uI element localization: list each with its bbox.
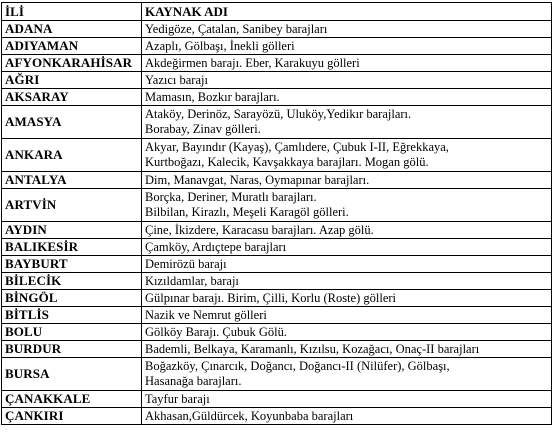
source-line: Ataköy, Derinöz, Sarayözü, Uluköy,Yedikır barajları. <box>145 107 412 121</box>
header-il: İLİ <box>2 3 142 21</box>
table-row <box>2 324 552 341</box>
source-cell <box>142 55 552 72</box>
province-cell: BOLU <box>2 324 142 341</box>
source-line: Demirözü barajı <box>145 256 227 271</box>
source-cell <box>142 391 552 408</box>
table-row <box>2 391 552 408</box>
source-cell <box>142 89 552 106</box>
table-row <box>2 106 552 139</box>
table-row <box>2 38 552 55</box>
source-cell <box>142 172 552 189</box>
province-cell: ADIYAMAN <box>2 38 142 55</box>
table-row <box>2 307 552 324</box>
table-row <box>2 139 552 172</box>
table-row <box>2 358 552 391</box>
source-cell <box>142 307 552 324</box>
table-row <box>2 408 552 425</box>
table-row <box>2 89 552 106</box>
province-cell: ANKARA <box>2 139 142 172</box>
source-line: Bademli, Belkaya, Karamanlı, Kızılsu, Kozağacı, Onaç-II barajları <box>145 341 480 356</box>
source-cell <box>142 358 552 391</box>
province-cell: AĞRI <box>2 72 142 89</box>
province-cell: ANTALYA <box>2 172 142 189</box>
source-line: Mamasın, Bozkır barajları. <box>145 89 280 104</box>
source-line: Yedigöze, Çatalan, Sanibey barajları <box>145 21 328 36</box>
source-line: Hasanağa barajları. <box>145 374 242 388</box>
source-line: Nazik ve Nemrut gölleri <box>145 307 267 322</box>
source-line: Çine, İkizdere, Karacasu barajları. Azap gölü. <box>145 222 374 237</box>
province-cell: BİLECİK <box>2 273 142 290</box>
source-cell <box>142 324 552 341</box>
province-cell: BURDUR <box>2 341 142 358</box>
source-cell <box>142 38 552 55</box>
source-line: Gölköy Barajı. Çubuk Gölü. <box>145 324 288 339</box>
source-cell <box>142 21 552 38</box>
source-line: Gülpınar barajı. Birim, Çilli, Korlu (Roste) gölleri <box>145 290 397 305</box>
table-row <box>2 256 552 273</box>
table-row <box>2 189 552 222</box>
province-cell: AYDIN <box>2 222 142 239</box>
source-line: Boğazköy, Çınarcık, Doğancı, Doğancı-II (Nilüfer), Gölbaşı, <box>145 359 450 373</box>
table-row <box>2 341 552 358</box>
source-line: Borabay, Zinav gölleri. <box>145 122 261 136</box>
province-cell: ARTVİN <box>2 189 142 222</box>
source-cell <box>142 408 552 425</box>
province-cell: ÇANAKKALE <box>2 391 142 408</box>
reservoir-table <box>1 2 552 425</box>
table-row <box>2 239 552 256</box>
source-line: Kızıldamlar, barajı <box>145 273 239 288</box>
header-kaynak: KAYNAK ADI <box>142 3 552 21</box>
source-cell <box>142 72 552 89</box>
table-header-row <box>2 3 552 21</box>
province-cell: AFYONKARAHİSAR <box>2 55 142 72</box>
source-cell <box>142 139 552 172</box>
source-line: Bilbilan, Kirazlı, Meşeli Karagöl gölleri. <box>145 205 349 219</box>
province-cell: AKSARAY <box>2 89 142 106</box>
province-cell: BİNGÖL <box>2 290 142 307</box>
source-line: Azaplı, Gölbaşı, İnekli gölleri <box>145 38 295 53</box>
table-row <box>2 172 552 189</box>
province-cell: ADANA <box>2 21 142 38</box>
table-row <box>2 290 552 307</box>
source-line: Kurtboğazı, Kalecik, Kavşakkaya barajları. Mogan gölü. <box>145 155 429 169</box>
source-line: Akdeğirmen barajı. Eber, Karakuyu gölleri <box>145 55 360 70</box>
province-cell: ÇANKIRI <box>2 408 142 425</box>
source-line: Yazıcı barajı <box>145 72 208 87</box>
source-line: Dim, Manavgat, Naras, Oymapınar barajları. <box>145 172 370 187</box>
table-row <box>2 72 552 89</box>
province-cell: BİTLİS <box>2 307 142 324</box>
source-cell <box>142 341 552 358</box>
province-cell: BAYBURT <box>2 256 142 273</box>
source-cell <box>142 290 552 307</box>
source-line: Tayfur barajı <box>145 391 210 406</box>
source-cell <box>142 222 552 239</box>
source-line: Akyar, Bayındır (Kayaş), Çamlıdere, Çubuk I-II, Eğrekkaya, <box>145 140 449 154</box>
source-cell <box>142 106 552 139</box>
province-cell: AMASYA <box>2 106 142 139</box>
table-row <box>2 222 552 239</box>
province-cell: BURSA <box>2 358 142 391</box>
province-cell: BALIKESİR <box>2 239 142 256</box>
source-cell <box>142 256 552 273</box>
table-row <box>2 21 552 38</box>
source-cell <box>142 273 552 290</box>
source-cell <box>142 189 552 222</box>
source-line: Çamköy, Ardıçtepe barajları <box>145 239 287 254</box>
table-row <box>2 55 552 72</box>
source-line: Akhasan,Güldürcek, Koyunbaba barajları <box>145 408 354 423</box>
source-line: Borçka, Deriner, Muratlı barajları. <box>145 190 317 204</box>
source-cell <box>142 239 552 256</box>
table-row <box>2 273 552 290</box>
